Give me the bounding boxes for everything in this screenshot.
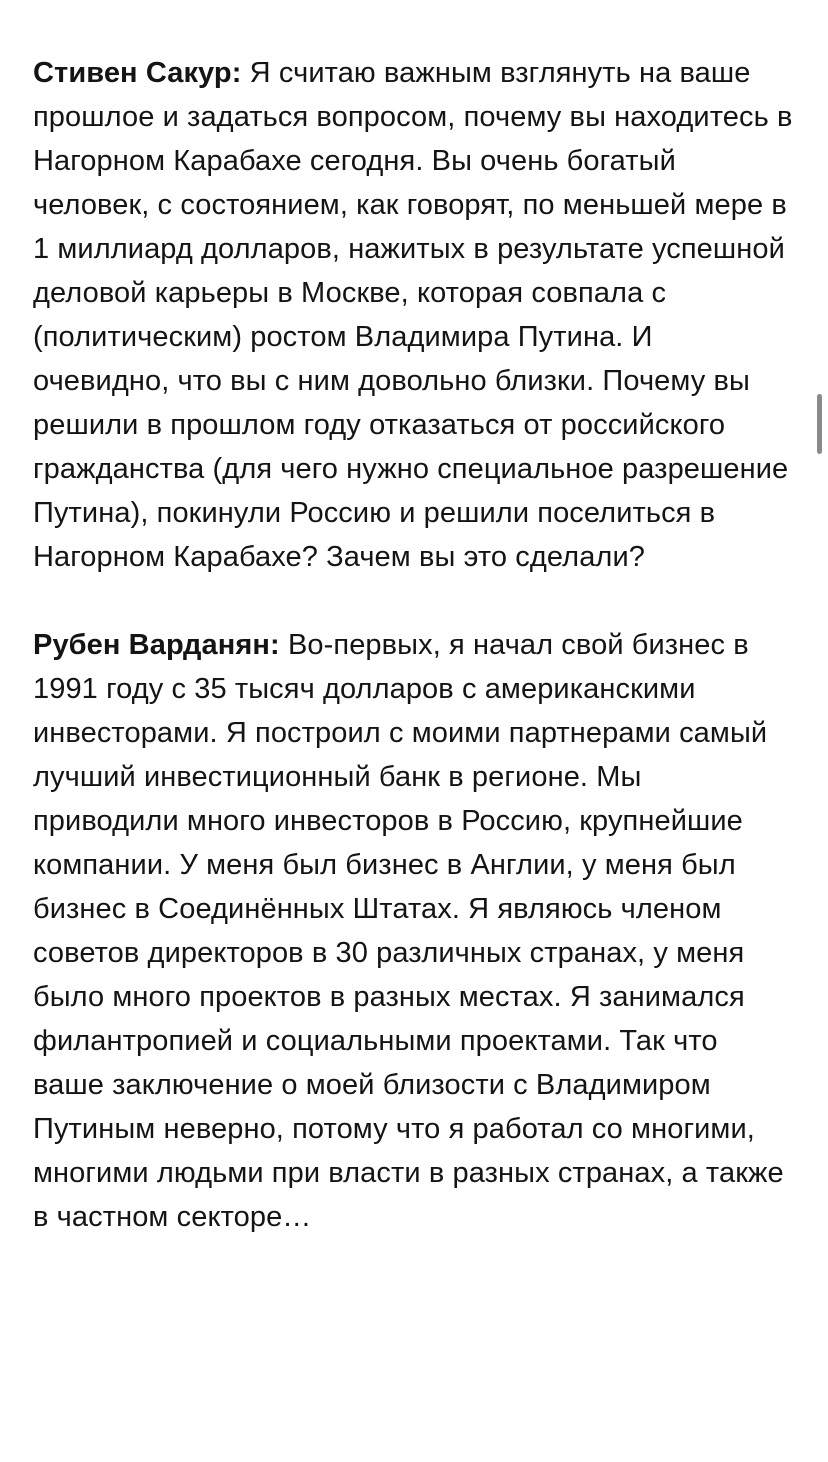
scrollbar-thumb[interactable]: [817, 394, 822, 454]
interviewer-question: [33, 51, 793, 579]
speaker-name: Рубен Варданян:: [33, 629, 280, 661]
interviewee-answer: [33, 623, 793, 1239]
paragraph-text: Во-первых, я начал свой бизнес в 1991 году с 35 тысяч долларов с американскими инвесторами. Я построил с моими партнерами самый лучший инвестиционный банк в регионе. Мы приводили много инвесторов в Россию, крупнейшие компании. У меня был бизнес в Англии, у меня был бизнес в Соединённых Штатах. Я являюсь членом советов директоров в 30 различных странах, у меня было много проектов в разных местах. Я занимался филантропией и социальными проектами. Так что ваше заключение о моей близости с Владимиром Путиным неверно, потому что я работал со многими, многими людьми при власти в разных странах, а также в частном секторе…: [33, 629, 784, 1233]
interview-article: [33, 51, 793, 1239]
speaker-name: Стивен Сакур:: [33, 57, 242, 89]
paragraph-text: Я считаю важным взглянуть на ваше прошлое и задаться вопросом, почему вы находитесь в Нагорном Карабахе сегодня. Вы очень богатый человек, с состоянием, как говорят, по меньшей мере в 1 миллиард долларов, нажитых в результате успешной деловой карьеры в Москве, которая совпала с (политическим) ростом Владимира Путина. И очевидно, что вы с ним довольно близки. Почему вы решили в прошлом году отказаться от российского гражданства (для чего нужно специальное разрешение Путина), покинули Россию и решили поселиться в Нагорном Карабахе? Зачем вы это сделали?: [33, 57, 793, 573]
